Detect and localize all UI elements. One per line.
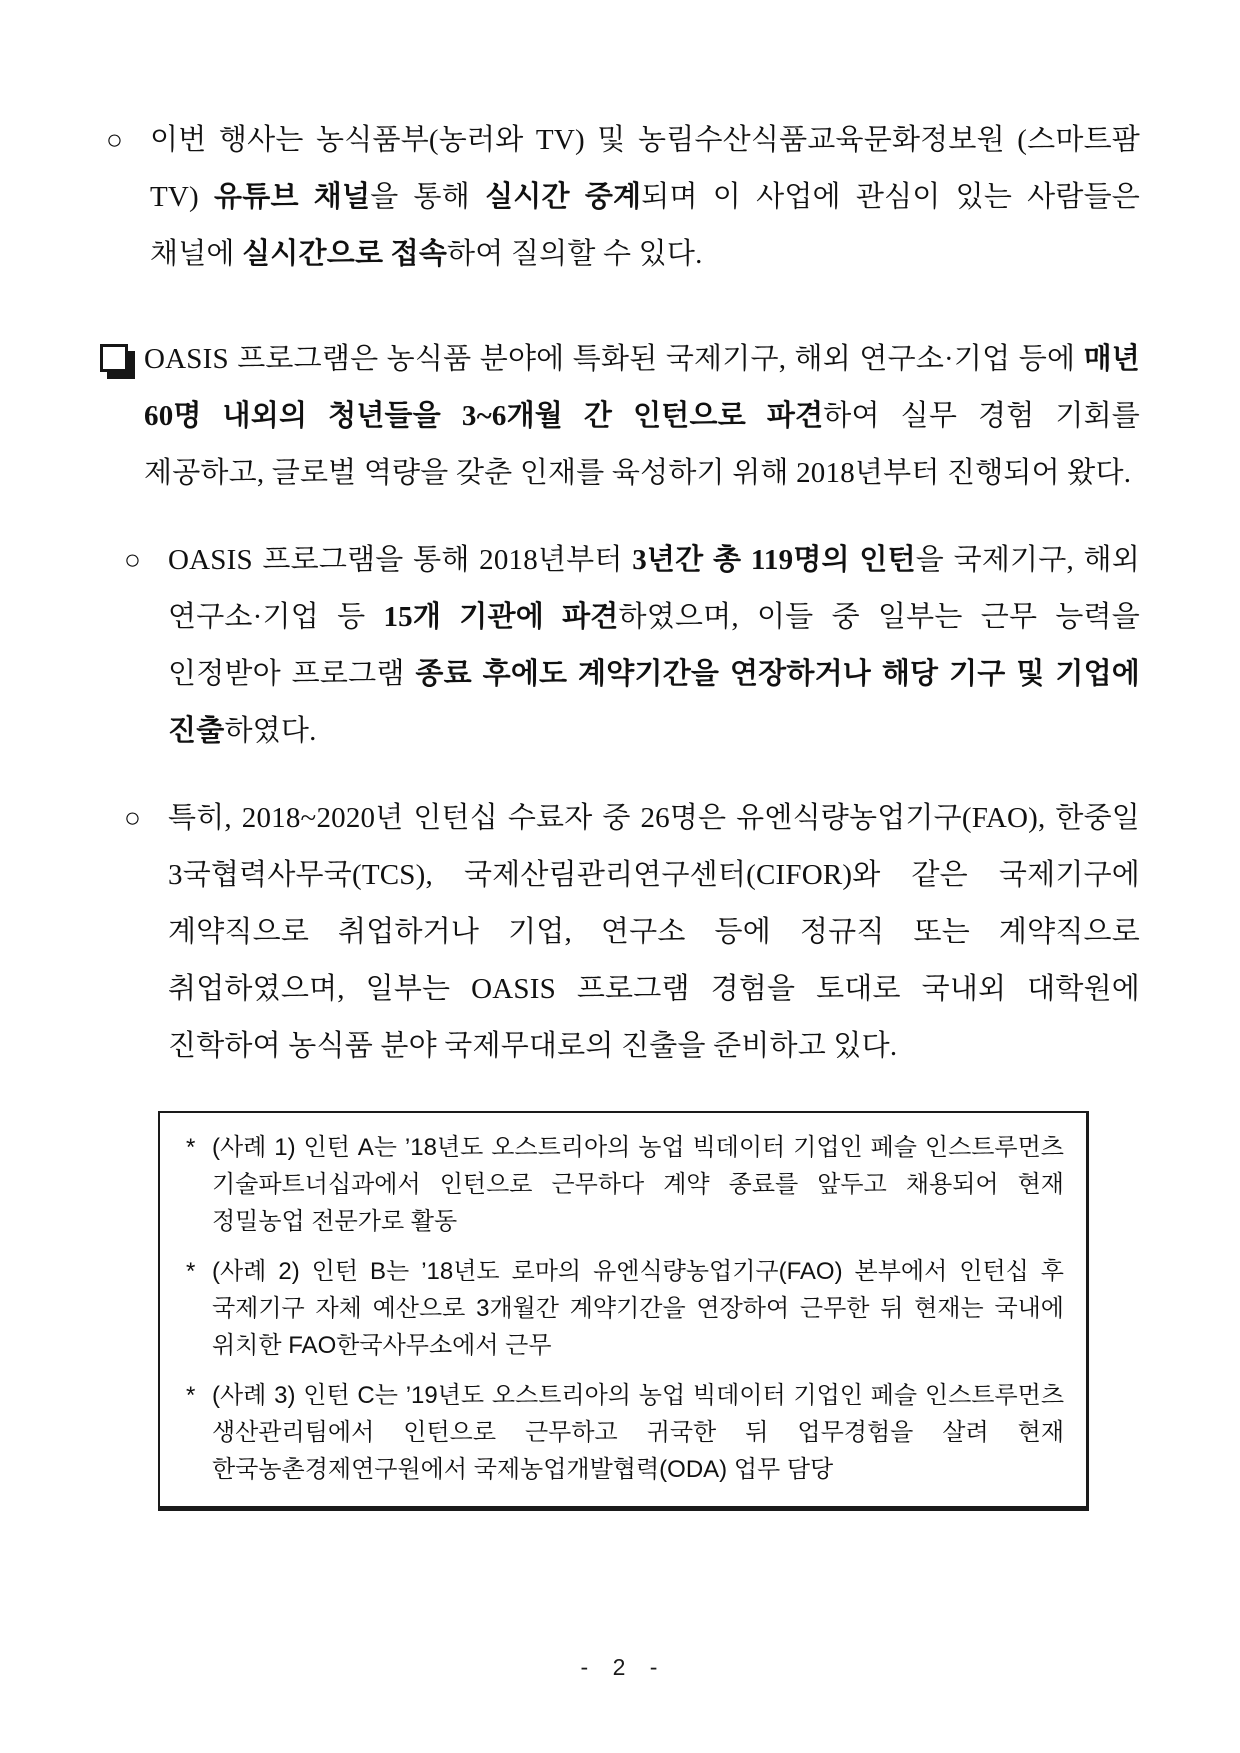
bold-run: 3년간 총 119명의 인턴 <box>632 544 916 576</box>
page-number: - 2 - <box>580 1654 660 1680</box>
bold-run: 유튜브 채널 <box>214 181 371 213</box>
text-run: 을 국제기구, 해외 연구소·기업 등 <box>168 544 1140 633</box>
text-run: 되며 이 사업에 관심이 있는 사람들은 채널에 <box>150 181 1140 270</box>
square-bullet-icon <box>100 331 144 392</box>
case-note-box <box>158 1111 1089 1511</box>
text-run: 하였으며, 이들 중 일부는 근무 능력을 인정받아 프로그램 <box>168 601 1140 690</box>
bold-run: 매년 60명 내외의 청년들을 3~6개월 간 인턴으로 파견 <box>144 343 1140 432</box>
text-run: 하였다. <box>224 715 317 747</box>
case-note-item <box>186 1253 1064 1364</box>
case-note-text: (사례 3) 인턴 C는 ’19년도 오스트리아의 농업 빅데이터 기업인 페슬 인스트루먼츠 생산관리팀에서 인턴으로 근무하고 귀국한 뒤 업무경험을 살려 현재 한국농촌경제연구원에서 국제농업개발협력(ODA) 업무 담당 <box>212 1382 1064 1483</box>
body-paragraphs <box>100 112 1140 1075</box>
text-run: OASIS 프로그램은 농식품 분야에 특화된 국제기구, 해외 연구소·기업 등에 <box>144 343 1084 375</box>
text-run: 하여 실무 경험 기회를 제공하고, 글로벌 역량을 갖춘 인재를 육성하기 위해 2018년부터 진행되어 왔다. <box>144 400 1141 489</box>
paragraph <box>100 331 1140 502</box>
text-run: OASIS 프로그램을 통해 2018년부터 <box>168 544 633 576</box>
asterisk-marker: * <box>186 1258 196 1285</box>
paragraph-text <box>168 532 1140 760</box>
paragraph-text <box>150 112 1140 283</box>
text-run: 특히, 2018~2020년 인턴십 수료자 중 26명은 유엔식량농업기구(FAO), 한중일 3국협력사무국(TCS), 국제산림관리연구센터(CIFOR)와 같은 국제기구에 계약직으로 취업하거나 기업, 연구소 등에 정규직 또는 계약직으로 취업하였으며, 일부는 OASIS 프로그램 경험을 토대로 국내외 대학원에 진학하여 농식품 분야 국제무대로의 진출을 준비하고 있다. <box>168 802 1140 1062</box>
text-run: 을 통해 <box>370 181 486 213</box>
case-note-text: (사례 2) 인턴 B는 ’18년도 로마의 유엔식량농업기구(FAO) 본부에서 인턴십 후 국제기구 자체 예산으로 3개월간 계약기간을 연장하여 근무한 뒤 현재는 국내에 위치한 FAO한국사무소에서 근무 <box>212 1258 1064 1359</box>
asterisk-marker: * <box>186 1382 196 1409</box>
paragraph <box>124 790 1140 1075</box>
paragraph <box>124 532 1140 760</box>
document-content <box>100 112 1140 1511</box>
bold-run: 실시간 중계 <box>485 181 642 213</box>
bold-run: 종료 후에도 계약기간을 연장하거나 해당 기구 및 기업에 진출 <box>168 658 1140 747</box>
case-note-item <box>186 1129 1064 1240</box>
text-run: 이번 행사는 농식품부(농러와 TV) 및 농림수산식품교육문화정보원 (스마트팜 TV) <box>150 124 1140 213</box>
text-run: 하여 질의할 수 있다. <box>447 238 703 270</box>
circle-bullet-icon: ○ <box>124 803 142 834</box>
paragraph-text <box>168 790 1140 1075</box>
circle-bullet-icon: ○ <box>124 545 142 576</box>
bold-run: 실시간으로 접속 <box>242 238 448 270</box>
case-note-text: (사례 1) 인턴 A는 ’18년도 오스트리아의 농업 빅데이터 기업인 페슬 인스트루먼츠 기술파트너십과에서 인턴으로 근무하다 계약 종료를 앞두고 채용되어 현재 정밀농업 전문가로 활동 <box>212 1134 1064 1235</box>
paragraph-text <box>144 331 1140 502</box>
circle-bullet-icon: ○ <box>106 125 124 156</box>
asterisk-marker: * <box>186 1134 196 1161</box>
paragraph <box>106 112 1140 283</box>
square-bullet-shape <box>100 344 128 372</box>
bold-run: 15개 기관에 파견 <box>383 601 619 633</box>
case-note-item <box>186 1377 1064 1488</box>
